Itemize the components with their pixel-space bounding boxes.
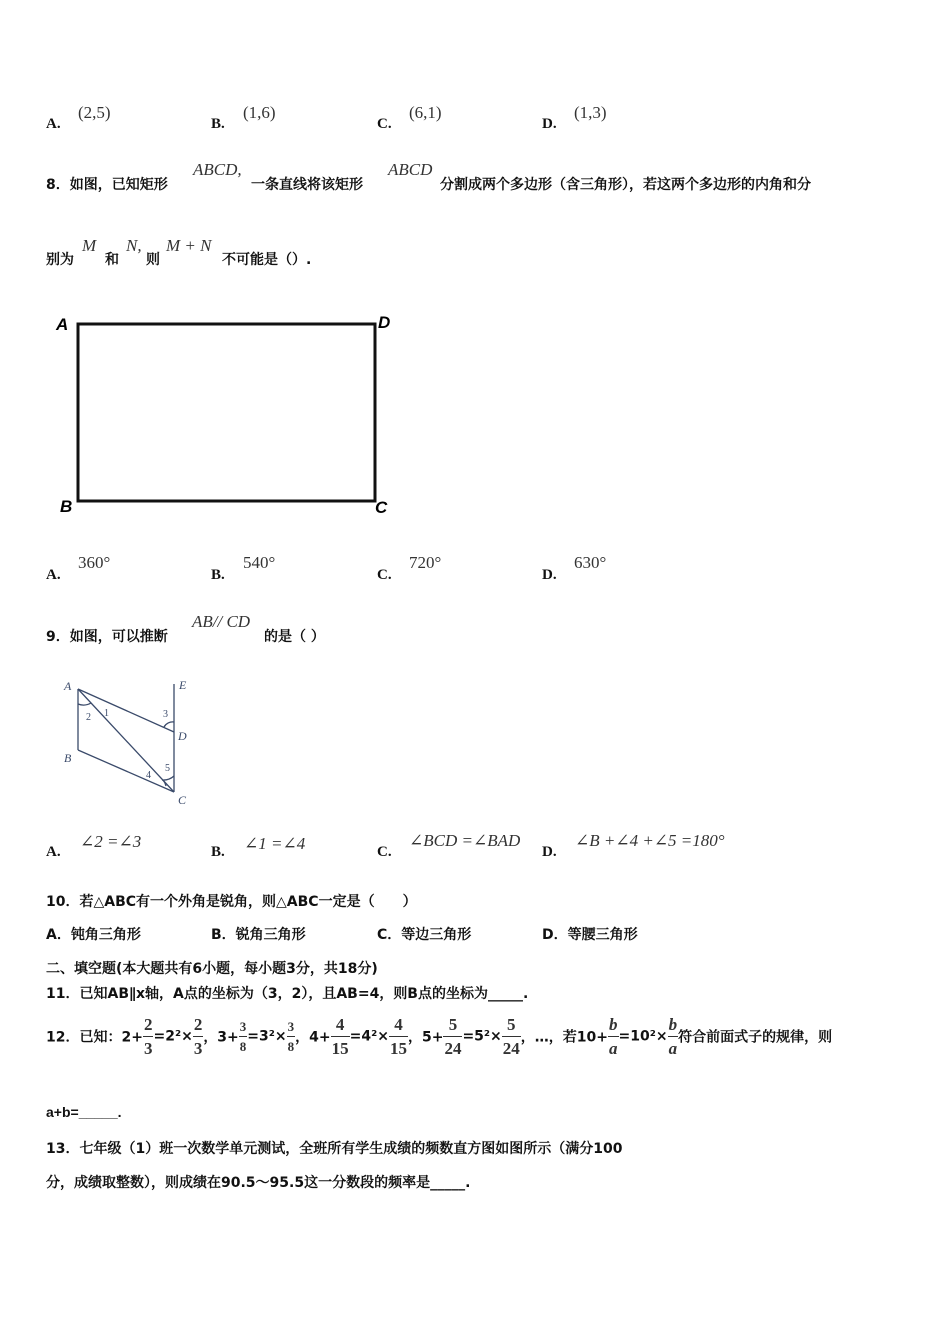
numerator: 3 [287,1019,295,1034]
fraction [608,1016,619,1057]
vertex-d-label: D [378,313,391,332]
q10-option-a: A．钝角三角形 [46,927,141,943]
denominator: 15 [331,1036,350,1057]
angle-5-label: 5 [165,763,170,774]
q8-option-b-value: 540° [243,553,276,572]
q8-text-1: 8．如图，已知矩形 [46,177,168,193]
section-2-heading: 二、填空题(本大题共有6小题，每小题3分，共18分) [46,961,378,977]
angle-4-label: 4 [146,770,151,781]
q9-option-a-label: A. [46,844,61,860]
fraction [287,1020,296,1053]
q8-text-6: 则 [146,252,160,268]
q8-text-3: 分割成两个多边形（含三角形），若这两个多边形的内角和分 [440,177,811,193]
fraction [331,1016,350,1057]
q8-option-d-value: 630° [574,553,607,572]
segment-ad [78,689,174,732]
q11-text: 11．已知AB∥x轴，A点的坐标为（3，2），且AB=4，则B点的坐标为_____. [46,986,529,1002]
q9-option-d-label: D. [542,844,557,860]
q12-seg: =2²× [153,1028,193,1045]
q8-text-5: 和 [105,252,119,268]
denominator: 24 [443,1036,462,1057]
q9-option-b-label: B. [211,844,225,860]
angle-2-label: 2 [86,712,91,723]
angle-2-arc [78,703,91,705]
q8-option-a-label: A. [46,567,61,583]
q10-stem: 10．若△ABC有一个外角是锐角，则△ABC一定是（ ） [46,894,417,910]
fraction [502,1016,521,1057]
segment-bc [78,750,174,792]
segment-ac [78,689,174,792]
q7-option-c-value: (6,1) [409,103,442,122]
rectangle-abcd [78,324,375,501]
q12-seg: =10²× [618,1028,668,1045]
vertex-a-label: A [56,315,69,334]
q9-option-b-value: ∠1 =∠4 [244,834,306,853]
q7-option-b-value: (1,6) [243,103,276,122]
q8-math-m: M [82,236,97,255]
q9-vertex-d: D [178,729,187,743]
denominator: 8 [239,1036,248,1053]
q8-option-a-value: 360° [78,553,111,572]
q7-option-a-value: (2,5) [78,103,111,122]
fraction [193,1016,204,1057]
q10-option-c: C．等边三角形 [377,927,472,943]
q8-text-4: 别为 [46,252,74,268]
q12-seg: =5²× [462,1028,502,1045]
denominator: a [668,1036,679,1057]
numerator: 4 [335,1015,345,1034]
numerator: 2 [143,1015,153,1034]
angle-1-label: 1 [104,708,109,719]
q12-seg: =4²× [349,1028,389,1045]
q9-text-1: 9．如图，可以推断 [46,629,168,645]
q9-vertex-a: A [64,679,72,693]
q8-rectangle-figure [50,308,400,518]
q12-seg: 符合前面式子的规律，则 [678,1029,833,1046]
q9-vertex-e: E [179,678,187,692]
q9-option-d-value: ∠B +∠4 +∠5 =180° [575,831,725,850]
q12-formula-line [46,1016,832,1057]
denominator: a [608,1036,619,1057]
q12-seg: ，5+ [407,1029,444,1046]
q12-seg: ，4+ [295,1029,331,1046]
q12-lead: 12．已知：2+ [46,1029,143,1046]
q7-option-a-label: A. [46,116,61,132]
denominator: 15 [389,1036,408,1057]
q12-seg: ，3+ [203,1029,239,1046]
q8-math-n: N, [126,236,142,255]
angle-3-label: 3 [163,709,168,720]
q8-text-7: 不可能是（）. [222,252,312,268]
q13-line-2: 分，成绩取整数），则成绩在90.5～95.5这一分数段的频率是_____. [46,1175,471,1191]
q12-seg: =3²× [247,1028,287,1045]
q10-option-d: D．等腰三角形 [542,927,638,943]
angle-5-arc [162,776,174,780]
numerator: 3 [239,1019,247,1034]
q8-math-abcd-1: ABCD, [193,160,242,179]
q8-math-mn: M + N [166,236,212,255]
fraction [668,1016,679,1057]
numerator: 2 [193,1015,203,1034]
denominator: 3 [193,1036,204,1057]
q9-option-a-value: ∠2 =∠3 [80,832,142,851]
fraction [389,1016,408,1057]
numerator: b [609,1015,618,1034]
q8-option-d-label: D. [542,567,557,583]
q12-seg: ，…，若10+ [520,1029,609,1046]
q7-option-c-label: C. [377,116,392,132]
numerator: 5 [507,1015,516,1034]
q9-option-c-value: ∠BCD =∠BAD [409,831,521,850]
q9-vertex-b: B [64,751,72,765]
vertex-b-label: B [60,497,73,516]
q9-option-c-label: C. [377,844,392,860]
denominator: 8 [287,1036,296,1053]
q12-answer-line: a+b=_____. [46,1104,122,1120]
numerator: 4 [394,1015,403,1034]
fraction [143,1016,154,1057]
q7-option-b-label: B. [211,116,225,132]
q10-option-b: B．锐角三角形 [211,927,306,943]
q8-option-c-label: C. [377,567,392,583]
q9-text-2: 的是（ ） [264,629,325,645]
fraction [443,1016,462,1057]
q9-geometry-figure [56,672,216,812]
q9-math-ab-cd: AB// CD [192,612,251,631]
angle-4-arc [163,780,166,786]
numerator: b [668,1015,678,1034]
q13-line-1: 13．七年级（1）班一次数学单元测试，全班所有学生成绩的频数直方图如图所示（满分100 [46,1141,623,1157]
q8-option-c-value: 720° [409,553,442,572]
q8-text-2: 一条直线将该矩形 [251,177,363,193]
denominator: 24 [502,1036,521,1057]
angle-3-arc [164,722,174,727]
q7-option-d-value: (1,3) [574,103,607,122]
q8-math-abcd-2: ABCD [388,160,433,179]
q8-option-b-label: B. [211,567,225,583]
vertex-c-label: C [375,498,388,517]
q9-vertex-c: C [178,793,187,807]
numerator: 5 [448,1015,458,1034]
denominator: 3 [143,1036,154,1057]
q7-option-d-label: D. [542,116,557,132]
